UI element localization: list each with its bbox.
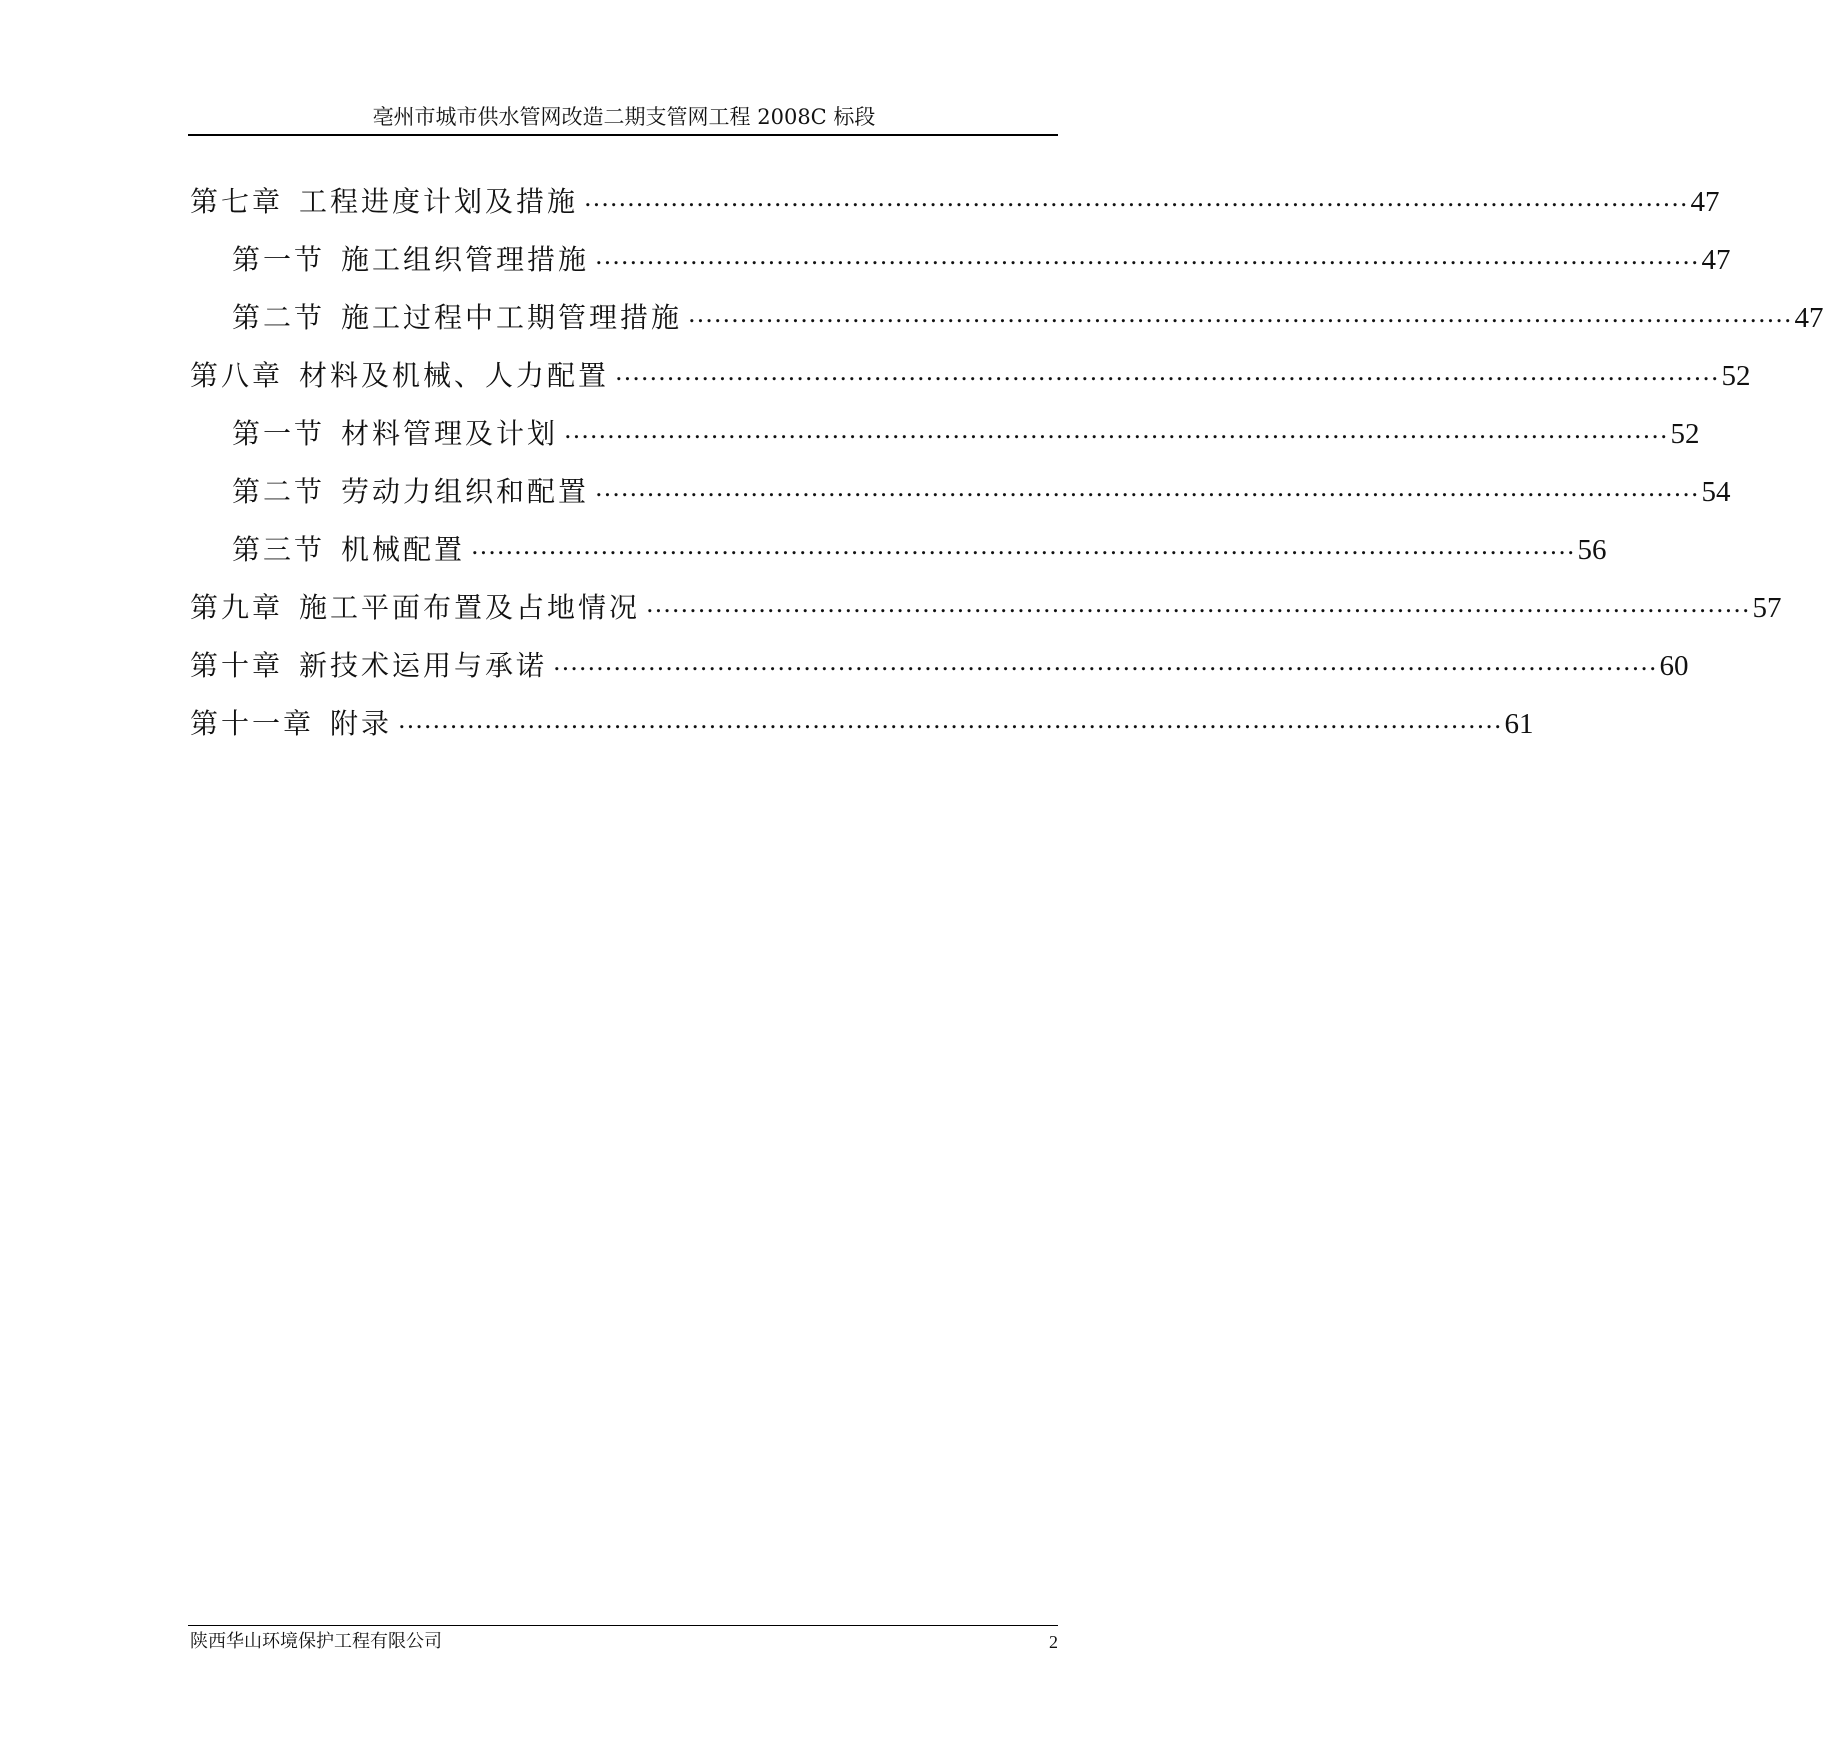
footer-rule [188, 1625, 1058, 1626]
toc-entry-title: 施工平面布置及占地情况 [299, 591, 641, 624]
toc-entry[interactable] [190, 175, 1720, 219]
toc-entry[interactable] [190, 233, 1731, 277]
toc-entry-title: 工程进度计划及措施 [299, 185, 579, 218]
dot-leader: ................................................................................................................................ [646, 590, 1751, 618]
toc-entry-title: 施工组织管理措施 [341, 243, 590, 276]
toc-entry-page: 47 [1701, 244, 1731, 276]
toc-entry-page: 57 [1752, 592, 1782, 624]
dot-leader: ................................................................................................................................ [584, 184, 1689, 212]
toc-entry-number: 第一节 [232, 243, 326, 276]
dot-leader: ................................................................................................................................ [595, 242, 1700, 270]
dot-leader: ................................................................................................................................ [615, 358, 1720, 386]
dot-leader: ................................................................................................................................ [564, 416, 1669, 444]
toc-entry-page: 47 [1690, 186, 1720, 218]
toc-entry[interactable] [190, 465, 1731, 509]
toc-entry-title: 施工过程中工期管理措施 [341, 301, 683, 334]
toc-entry-title: 材料管理及计划 [341, 417, 559, 450]
header-rule [188, 134, 1058, 136]
toc-entry-page: 52 [1670, 418, 1700, 450]
toc-entry[interactable] [190, 291, 1824, 335]
toc-entry-number: 第二节 [232, 475, 326, 508]
dot-leader: ................................................................................................................................ [553, 648, 1658, 676]
toc-entry[interactable] [190, 581, 1782, 625]
toc-entry-title: 材料及机械、人力配置 [299, 359, 610, 392]
toc-entry-number: 第三节 [232, 533, 326, 566]
toc-entry[interactable] [190, 349, 1751, 393]
toc-entry-page: 52 [1721, 360, 1751, 392]
toc-entry-number: 第十一章 [190, 707, 315, 740]
toc-entry-title: 新技术运用与承诺 [299, 649, 548, 682]
toc-entry-page: 60 [1659, 650, 1689, 682]
footer-company: 陕西华山环境保护工程有限公司 [190, 1631, 442, 1652]
toc-entry-number: 第二节 [232, 301, 326, 334]
dot-leader: ................................................................................................................................ [688, 300, 1793, 328]
toc-entry-page: 61 [1504, 708, 1534, 740]
toc-entry[interactable] [190, 523, 1607, 567]
toc-entry-number: 第十章 [190, 649, 284, 682]
toc-entry-number: 第一节 [232, 417, 326, 450]
toc-entry-number: 第八章 [190, 359, 284, 392]
toc-entry-title: 附录 [330, 707, 393, 740]
toc-entry-page: 56 [1577, 534, 1607, 566]
toc-entry-page: 47 [1794, 302, 1824, 334]
toc-entry[interactable] [190, 407, 1700, 451]
dot-leader: ................................................................................................................................ [398, 706, 1503, 734]
dot-leader: ................................................................................................................................ [471, 532, 1576, 560]
toc-entry-number: 第七章 [190, 185, 284, 218]
toc-entry-number: 第九章 [190, 591, 284, 624]
toc-entry-title: 机械配置 [341, 533, 466, 566]
dot-leader: ................................................................................................................................ [595, 474, 1700, 502]
running-header: 亳州市城市供水管网改造二期支管网工程 2008C 标段 [372, 105, 876, 129]
toc-entry[interactable] [190, 639, 1689, 683]
footer-page-number: 2 [1049, 1632, 1058, 1652]
toc-entry-page: 54 [1701, 476, 1731, 508]
toc-entry-title: 劳动力组织和配置 [341, 475, 590, 508]
toc-entry[interactable] [190, 697, 1534, 741]
